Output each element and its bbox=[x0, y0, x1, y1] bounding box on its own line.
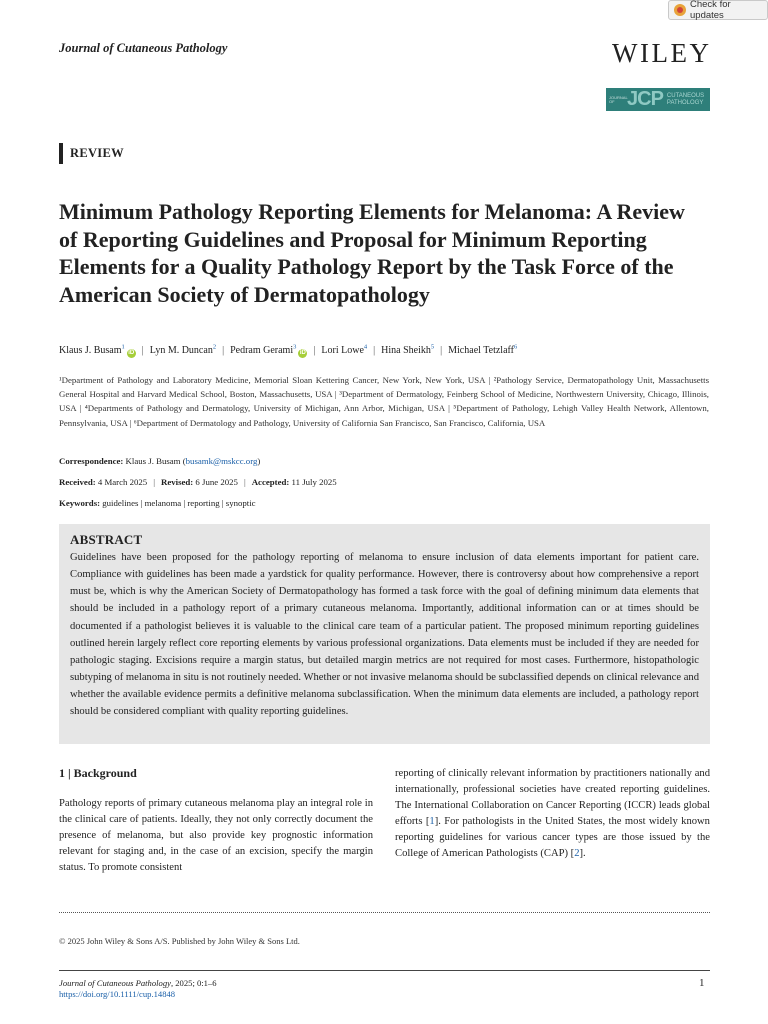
correspondence: Correspondence: Klaus J. Busam (busamk@mskcc.org) bbox=[59, 456, 261, 466]
footer-divider bbox=[59, 970, 710, 971]
section-heading: 1 | Background bbox=[59, 766, 137, 780]
page-number: 1 bbox=[699, 977, 705, 989]
author-list: Klaus J. Busam$^1$iD | Lyn M. Duncan$^2$ | Pedram Gerami$^3$iD | Lori Lowe$^4$ | Hina Sheikh$^5$ | Michael Tetzlaff$^6$ bbox=[59, 344, 518, 357]
author[interactable]: Michael Tetzlaff$^6$ bbox=[448, 344, 518, 357]
orcid-icon[interactable]: iD bbox=[128, 350, 135, 357]
copyright-notice: © 2025 John Wiley & Sons A/S. Published by John Wiley & Sons Ltd. bbox=[59, 936, 300, 946]
keywords: Keywords: guidelines | melanoma | reporting | synoptic bbox=[59, 498, 256, 508]
article-type-bar bbox=[59, 143, 63, 164]
publisher-logo: WILEY bbox=[612, 38, 712, 68]
affiliations: ¹Department of Pathology and Laboratory Medicine, Memorial Sloan Kettering Cancer, New York, New York, USA | ²Pathology Service, Dermatopathology Unit, Massachusetts General Hospital and Harvard Medical School, Boston, Massachusetts, USA | ³Department of Dermatology, Feinberg School of Medicine, Northwestern University, Chicago, Illinois, USA | ⁴Departments of Pathology and Dermatology, University of Michigan, Ann Arbor, Michigan, USA | ⁵Department of Pathology, Lehigh Valley Health Network, Allentown, Pennsylvania, USA | ⁶Department of Dermatology and Pathology, University of California San Francisco, San Francisco, California, USA bbox=[59, 375, 709, 428]
abstract-text: Guidelines have been proposed for the pathology reporting of melanoma to ensure inclusion of data elements important for patient care. Compliance with guidelines has been made a yardstick for quality performance. However, there is controversy about how comprehensive a report must be, which is why the American Society of Dermatopathology has formed a task force with the goal of defining minimum data elements that should be included in a pathology report of a primary cutaneous melanoma. Importantly, additional information can or at times should be documented if a pathologist believes it is valuable to the clinical care team of a particular patient. The proposed minimum reporting guidelines outlined herein largely reflect core reporting elements by various professional organizations. Data elements must be included if they are needed for pathologic staging. Excisions require a margin status, but detailed margin metrics are not required for most cases. Furthermore, histopathologic subtyping of melanoma in situ is not routinely needed. Whether or not invasive melanoma should be subclassified depends on clinical relevance and whether the available evidence permits a definitive melanoma subclassification. When the minimum data elements are included, a pathology report should be considered compliant with quality reporting guidelines. bbox=[70, 552, 699, 718]
journal-logo-mark: JCP bbox=[627, 88, 663, 110]
article-type: REVIEW bbox=[70, 146, 124, 160]
doi-link[interactable]: https://doi.org/10.1111/cup.14848 bbox=[59, 989, 176, 999]
author[interactable]: Klaus J. Busam$^1$iD bbox=[59, 344, 135, 357]
reference-link[interactable]: 1 bbox=[429, 816, 435, 827]
journal-logo-small-text: JOURNAL OF bbox=[609, 94, 628, 104]
crossmark-icon bbox=[674, 4, 686, 16]
author[interactable]: Lori Lowe$^4$ bbox=[321, 344, 368, 357]
author[interactable]: Pedram Gerami$^3$iD bbox=[230, 344, 306, 357]
body-text-right-column: reporting of clinically relevant information by practitioners nationally and internationally, professional societies have created reporting guidelines. The International Collaboration on Cancer Reporting (ICCR) leads global efforts [1]. For pathologists in the United States, the most widely known reporting guidelines for various cancer types are those issued by the College of American Pathologists (CAP) [2]. bbox=[395, 768, 710, 859]
body-text-left-column: Pathology reports of primary cutaneous melanoma play an integral role in the clinical care of patients. Ideally, they not only correctly document the presence of melanoma, but also provide key prognostic information relevant for staging and, in the case of an excision, specify the margin status. To promote consistent bbox=[59, 798, 373, 873]
orcid-icon[interactable]: iD bbox=[299, 350, 306, 357]
journal-logo-subtitle: CUTANEOUS PATHOLOGY bbox=[666, 93, 705, 106]
author[interactable]: Hina Sheikh$^5$ bbox=[381, 344, 435, 357]
correspondence-email-link[interactable]: busamk@mskcc.org bbox=[185, 456, 258, 466]
reference-link[interactable]: 2 bbox=[574, 848, 580, 859]
footnote-divider bbox=[59, 912, 710, 913]
author[interactable]: Lyn M. Duncan$^2$ bbox=[149, 344, 217, 357]
check-for-updates-label: Check for updates bbox=[690, 0, 731, 21]
journal-logo bbox=[606, 88, 710, 111]
journal-name: Journal of Cutaneous Pathology bbox=[59, 41, 228, 55]
article-title: Minimum Pathology Reporting Elements for Melanoma: A Review of Reporting Guidelines and Proposal for Minimum Reporting Elements for a Quality Pathology Report by the Task Force of the American Society of Dermatopathology bbox=[59, 199, 685, 307]
footer-citation: Journal of Cutaneous Pathology, 2025; 0:1–6 bbox=[59, 978, 217, 988]
article-dates: Received: 4 March 2025 | Revised: 6 June 2025 | Accepted: 11 July 2025 bbox=[59, 477, 337, 487]
abstract-heading: ABSTRACT bbox=[70, 532, 143, 547]
check-for-updates-button[interactable] bbox=[668, 0, 768, 20]
